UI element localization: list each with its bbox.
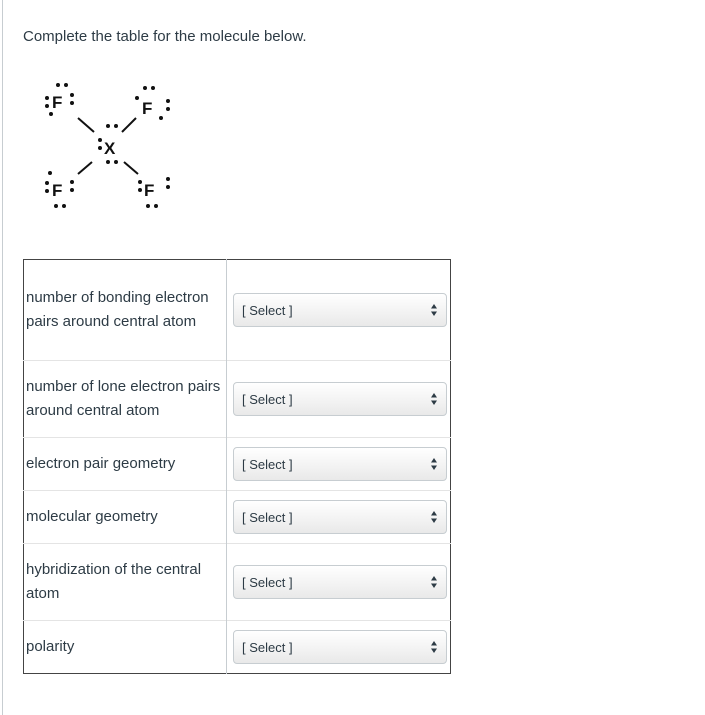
- answer-select[interactable]: [233, 293, 447, 327]
- answer-select[interactable]: [233, 630, 447, 664]
- select-arrows-icon: [430, 510, 438, 524]
- table-row: [24, 544, 451, 621]
- fluorine-atom-top-right: F: [142, 99, 153, 118]
- select-value: [ Select ]: [242, 639, 293, 655]
- table-row: [24, 491, 451, 544]
- answer-select[interactable]: [233, 565, 447, 599]
- row-label: number of bonding electron pairs around central atom: [24, 260, 227, 361]
- fluorine-atom-top-left: F: [52, 93, 63, 112]
- select-value: [ Select ]: [242, 509, 293, 525]
- row-label: number of lone electron pairs around central atom: [24, 361, 227, 438]
- answer-select[interactable]: [233, 500, 447, 534]
- select-value: [ Select ]: [242, 574, 293, 590]
- table-row: [24, 621, 451, 674]
- left-border: [2, 0, 3, 715]
- answer-table: [23, 259, 451, 674]
- select-value: [ Select ]: [242, 456, 293, 472]
- select-arrows-icon: [430, 303, 438, 317]
- select-value: [ Select ]: [242, 391, 293, 407]
- select-arrows-icon: [430, 640, 438, 654]
- select-arrows-icon: [430, 392, 438, 406]
- select-value: [ Select ]: [242, 302, 293, 318]
- answer-select[interactable]: [233, 447, 447, 481]
- row-label: electron pair geometry: [24, 438, 227, 491]
- table-row: [24, 361, 451, 438]
- table-row: [24, 260, 451, 361]
- row-label: polarity: [24, 621, 227, 674]
- select-arrows-icon: [430, 457, 438, 471]
- row-label: hybridization of the central atom: [24, 544, 227, 621]
- fluorine-atom-bottom-right: F: [144, 181, 155, 200]
- answer-select[interactable]: [233, 382, 447, 416]
- lewis-structure-diagram: [30, 76, 190, 216]
- fluorine-atom-bottom-left: F: [52, 181, 63, 200]
- row-label: molecular geometry: [24, 491, 227, 544]
- select-arrows-icon: [430, 575, 438, 589]
- question-prompt: Complete the table for the molecule below.: [23, 28, 307, 45]
- central-atom: X: [104, 139, 116, 158]
- table-row: [24, 438, 451, 491]
